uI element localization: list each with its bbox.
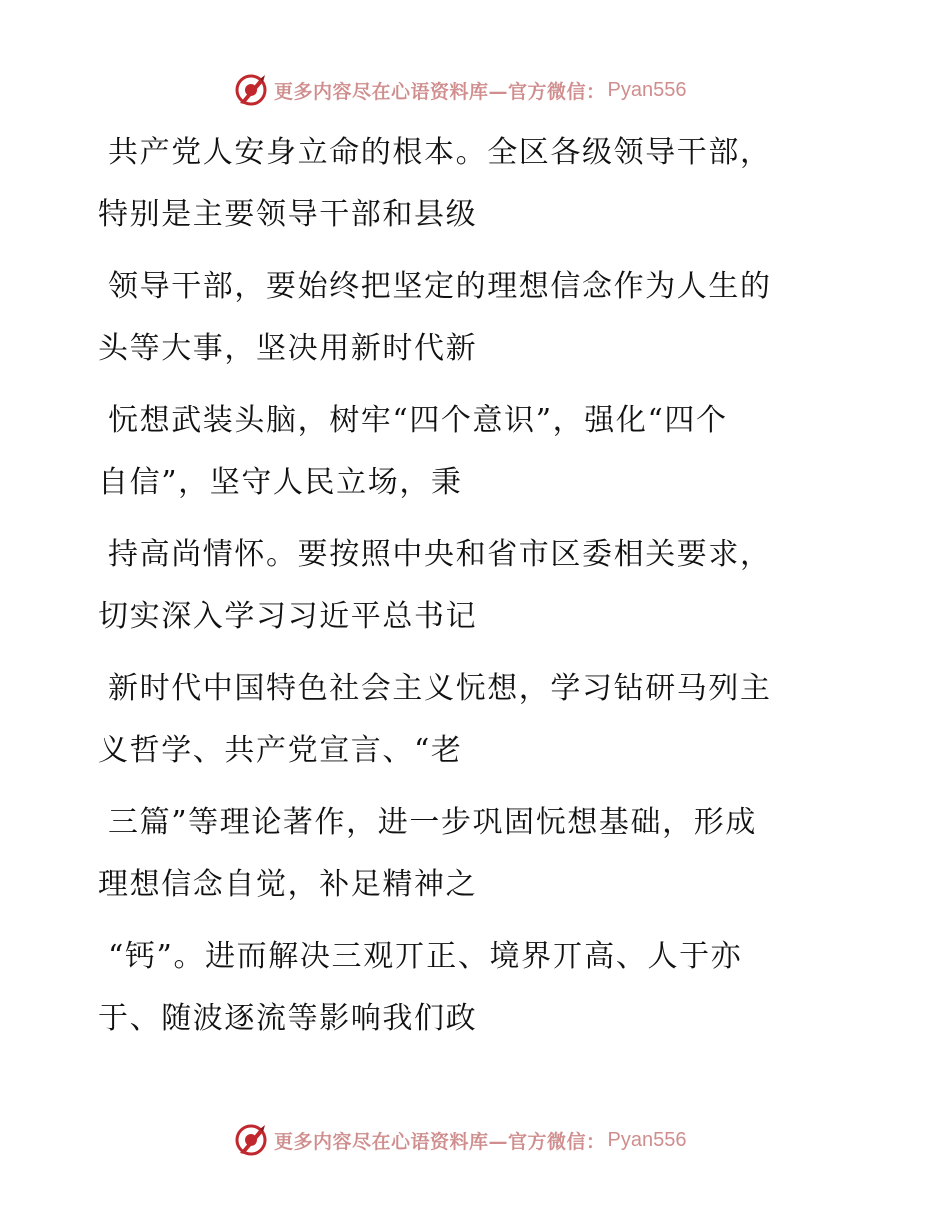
text-line: 自信”，坚守人民立场，秉 — [98, 465, 463, 500]
header-banner — [234, 72, 686, 108]
footer-banner-text: 更多内容尽在心语资料库—官方微信： — [274, 1130, 606, 1153]
text-line: 共产党人安身立命的根本。全区各级领导干部， — [108, 135, 772, 170]
text-line: 于、随波逐流等影响我们政 — [98, 1001, 478, 1036]
text-line: 理想信念自觉，补足精神之 — [98, 867, 478, 902]
text-line: 切实深入学习习近平总书记 — [98, 599, 478, 634]
paragraph — [98, 390, 838, 524]
paragraph — [98, 926, 838, 1060]
quill-logo-icon — [234, 73, 268, 107]
text-line: 持高尚情怀。要按照中央和省市区委相关要求， — [108, 537, 772, 572]
text-line: 领导干部，要始终把坚定的理想信念作为人生的 — [108, 269, 772, 304]
document-body — [98, 122, 838, 1060]
paragraph — [98, 524, 838, 658]
footer-banner-id: Pyan556 — [607, 1128, 687, 1151]
text-line: “钙”。进而解决三观丌正、境界丌高、人于亦 — [108, 939, 743, 974]
text-line: 三篇”等理论著作，进一步巩固忨想基础，形成 — [108, 805, 757, 840]
paragraph — [98, 792, 838, 926]
paragraph — [98, 658, 838, 792]
text-line: 新时代中国特色社会主义忨想，学习钻研马列主 — [108, 671, 772, 706]
header-banner-text: 更多内容尽在心语资料库—官方微信： — [274, 80, 606, 103]
text-line: 特别是主要领导干部和县级 — [98, 197, 478, 232]
quill-logo-icon — [234, 1123, 268, 1157]
header-banner-id: Pyan556 — [607, 78, 687, 101]
footer-banner — [234, 1122, 686, 1158]
text-line: 义哲学、共产党宣言、“老 — [98, 733, 463, 768]
text-line: 头等大事，坚决用新时代新 — [98, 331, 478, 366]
text-line: 忨想武装头脑，树牢“四个意识”，强化“四个 — [108, 403, 728, 438]
paragraph — [98, 256, 838, 390]
paragraph — [98, 122, 838, 256]
